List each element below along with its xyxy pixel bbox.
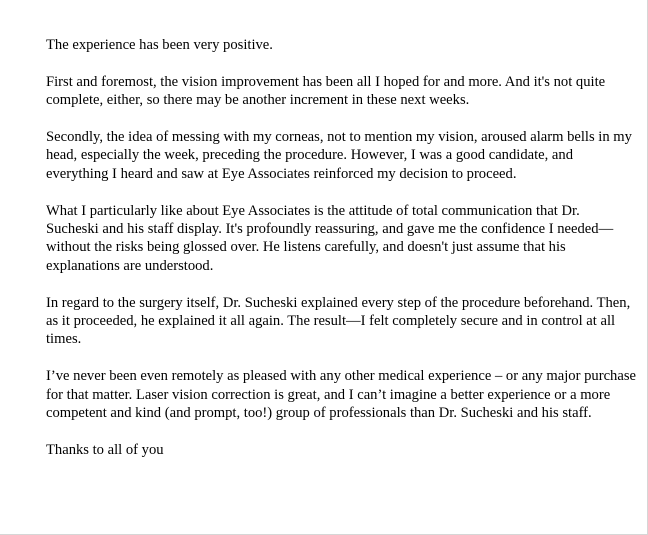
paragraph-communication: What I particularly like about Eye Associates is the attitude of total communication that Dr. Sucheski and his staff display. It's profoundly reassuring, and gave me the confidence I needed—without the risks being glossed over. He listens carefully, and doesn't just assume that his explanations are understood. xyxy=(46,202,614,274)
paragraph-opening: The experience has been very positive. xyxy=(46,37,273,53)
paragraph-vision-improvement: First and foremost, the vision improvement has been all I hoped for and more. And it's not quite complete, either, so there may be another increment in these next weeks. xyxy=(46,73,606,109)
paragraph-concerns: Secondly, the idea of messing with my corneas, not to mention my vision, aroused alarm bells in my head, especially the week, preceding the procedure. However, I was a good candidate, and everything I heard and saw at Eye Associates reinforced my decision to proceed. xyxy=(46,129,632,182)
paragraph-satisfaction: I’ve never been even remotely as pleased with any other medical experience – or any major purchase for that matter. Laser vision correction is great, and I can’t imagine a better experience or a more competent and kind (and prompt, too!) group of professionals than Dr. Sucheski and his staff. xyxy=(46,368,636,422)
letter-body xyxy=(46,36,636,459)
paragraph-surgery: In regard to the surgery itself, Dr. Sucheski explained every step of the procedure beforehand. Then, as it proceeded, he explained it all again. The result—I felt completely secure and in control at all times. xyxy=(46,294,631,348)
paragraph-thanks: Thanks to all of you xyxy=(46,441,164,458)
